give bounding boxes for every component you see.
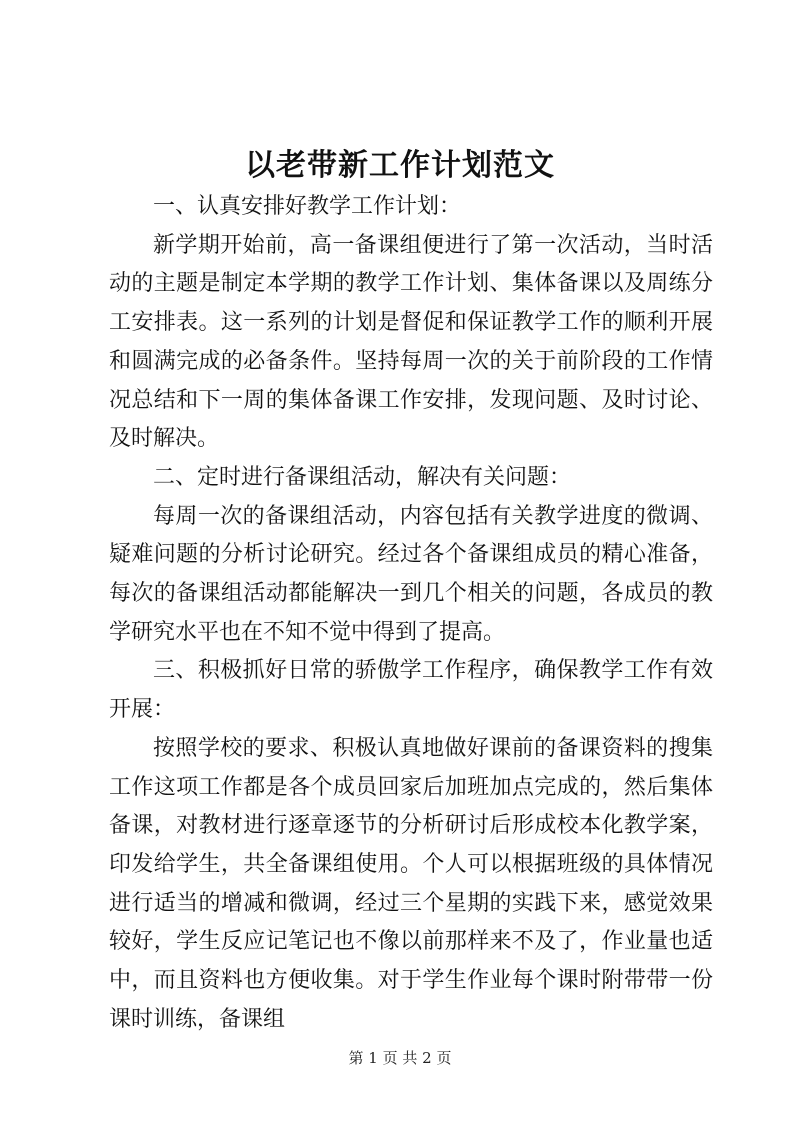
section-heading-3: 三、积极抓好日常的骄傲学工作程序，确保教学工作有效开展： (109, 658, 713, 723)
page-footer (0, 1047, 800, 1068)
document-title: 以老带新工作计划范文 (245, 148, 555, 183)
paragraph-3: 按照学校的要求、积极认真地做好课前的备课资料的搜集工作这项工作都是各个成员回家后加班加点完成的，然后集体备课，对教材进行逐章逐节的分析研讨后形成校本化教学案，印发给学生，共全备课组使用。个人可以根据班级的具体情况进行适当的增减和微调，经过三个星期的实践下来，感觉效果较好，学生反应记笔记也不像以前那样来不及了，作业量也适中，而且资料也方便收集。对于学生作业每个课时附带带一份课时训练，备课组 (109, 735, 713, 1032)
page-total: 共 2 页 (402, 1049, 452, 1067)
paragraph-1: 新学期开始前，高一备课组便进行了第一次活动，当时活动的主题是制定本学期的教学工作计划、集体备课以及周练分工安排表。这一系列的计划是督促和保证教学工作的顺利开展和圆满完成的必备条件。坚持每周一次的关于前阶段的工作情况总结和下一周的集体备课工作安排，发现问题、及时讨论、及时解决。 (109, 232, 713, 452)
document-body (109, 188, 713, 1039)
section-heading-2: 二、定时进行备课组活动，解决有关问题： (153, 464, 572, 490)
paragraph-2: 每周一次的备课组活动，内容包括有关教学进度的微调、疑难问题的分析讨论研究。经过各个备课组成员的精心准备，每次的备课组活动都能解决一到几个相关的问题，各成员的教学研究水平也在不知不觉中得到了提高。 (109, 503, 713, 645)
page-number: 第 1 页 (348, 1049, 398, 1067)
section-heading-1: 一、认真安排好教学工作计划： (153, 194, 462, 219)
